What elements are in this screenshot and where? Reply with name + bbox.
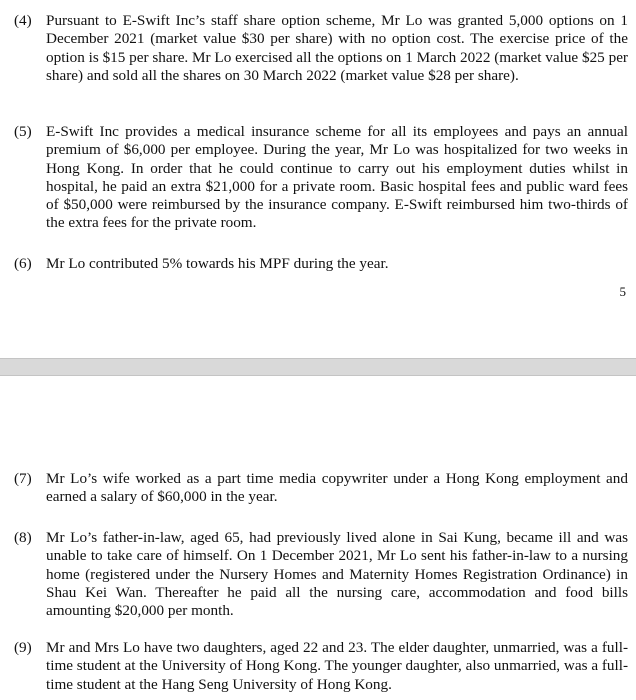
- item-text: E-Swift Inc provides a medical insurance scheme for all its employees and pays an annual premium of $6,000 per employee. During the year, Mr Lo was hospitalized for two weeks in Hong Kong. In order that he could continue to carry out his employment duties whilst in hospital, he paid an extra $21,000 for a private room. Basic hospital fees and public ward fees of $50,000 were reimbursed by the insurance company. E-Swift reimbursed him two-thirds of the extra fees for the private room.: [46, 123, 628, 232]
- item-text: Mr Lo contributed 5% towards his MPF during the year.: [46, 255, 389, 272]
- item-text: Mr and Mrs Lo have two daughters, aged 22 and 23. The elder daughter, unmarried, was a full-time student at the University of Hong Kong. The younger daughter, also unmarried, was a full-time student at the Hang Seng University of Hong Kong.: [46, 639, 629, 693]
- item-number: (5): [14, 123, 32, 140]
- item-text: Mr Lo’s wife worked as a part time media copywriter under a Hong Kong employment and earned a salary of $60,000 in the year.: [46, 470, 628, 506]
- list-item-4: [14, 12, 628, 85]
- list-item-9: [14, 639, 628, 694]
- list-item-5: [14, 123, 628, 233]
- list-item-7: [14, 470, 628, 507]
- page-divider: [0, 358, 636, 376]
- document-page-bottom: [0, 376, 636, 700]
- item-text: Pursuant to E-Swift Inc’s staff share option scheme, Mr Lo was granted 5,000 options on 1 December 2021 (market value $30 per share) with no option cost. The exercise price of the option is $15 per share. Mr Lo exercised all the options on 1 March 2022 (market value $25 per share) and sold all the shares on 30 March 2022 (market value $28 per share).: [46, 12, 628, 84]
- page-number: 5: [619, 284, 626, 299]
- item-number: (9): [14, 639, 32, 656]
- item-text: Mr Lo’s father-in-law, aged 65, had previously lived alone in Sai Kung, became ill and was unable to take care of himself. On 1 December 2021, Mr Lo sent his father-in-law to a nursing home (registered under the Nursery Homes and Maternity Homes Registration Ordinance) in Shau Kei Wan. Thereafter he paid all the nursing care, accommodation and food bills amounting $20,000 per month.: [46, 529, 628, 620]
- item-number: (8): [14, 529, 32, 546]
- list-item-8: [14, 529, 628, 620]
- item-number: (7): [14, 470, 32, 487]
- list-item-6: [14, 255, 628, 273]
- item-number: (6): [14, 255, 32, 272]
- item-number: (4): [14, 12, 32, 29]
